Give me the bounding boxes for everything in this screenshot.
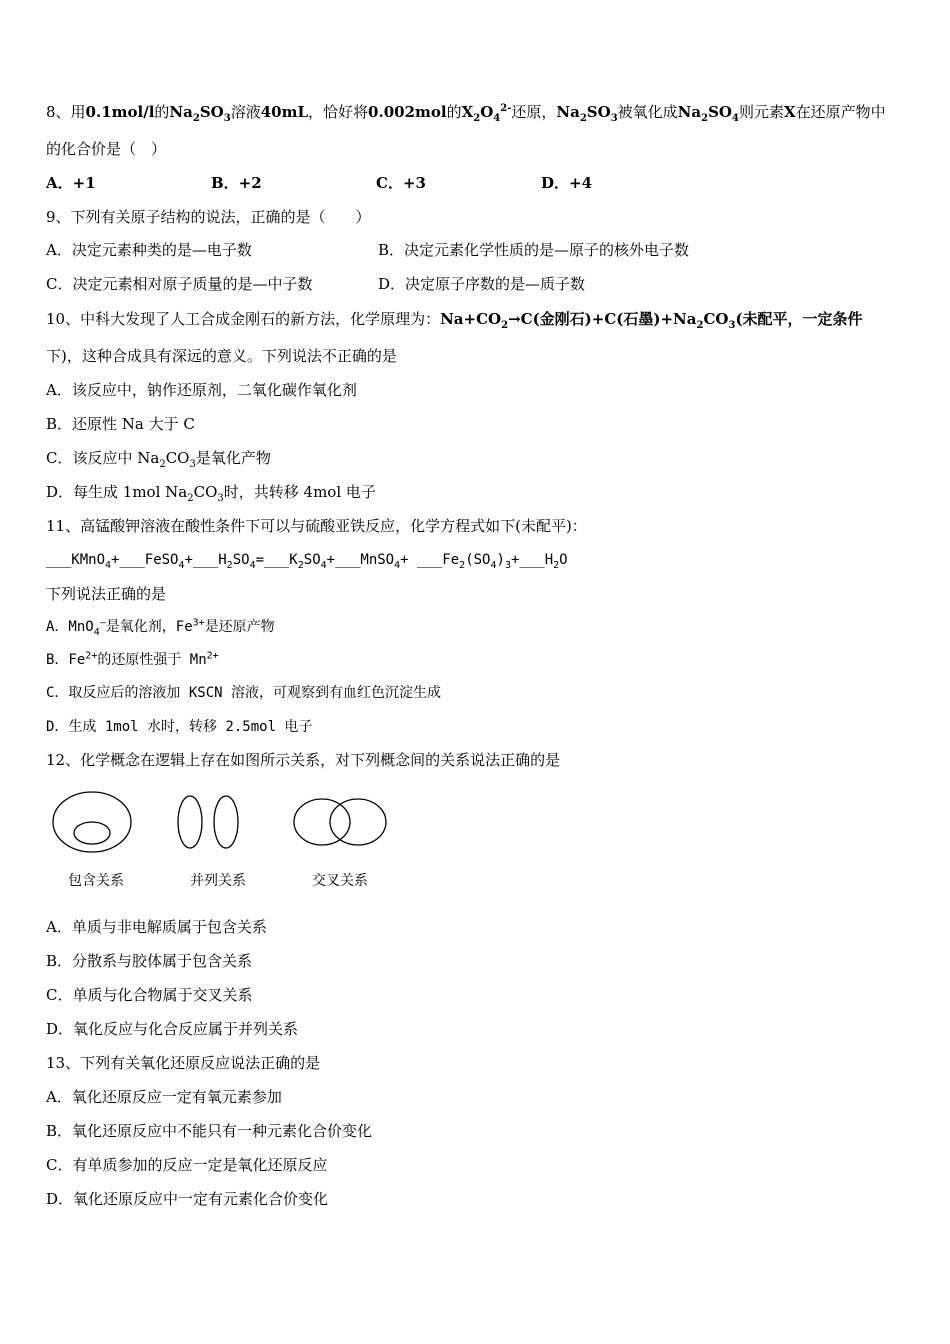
q11-option-c: C．取反应后的溶液加 KSCN 溶液，可观察到有血红色沉淀生成 <box>46 685 441 701</box>
subscript: 3 <box>217 493 224 504</box>
q8-concentration: 0.1mol/l <box>85 103 155 121</box>
subscript: 2 <box>159 459 166 470</box>
relationship-diagram <box>46 786 406 896</box>
superscript: 2+ <box>206 650 219 662</box>
subscript: 2 <box>473 113 481 124</box>
formula-part: Na <box>556 103 580 121</box>
subscript: 4 <box>320 559 327 571</box>
q10-option-d <box>46 482 376 502</box>
subscript: 3 <box>504 559 511 571</box>
right-ellipse <box>214 796 238 848</box>
q8-text: 还原， <box>511 103 557 121</box>
q9-option-c: C．决定元素相对原子质量的是—中子数 <box>46 275 313 293</box>
q13-option-c: C．有单质参加的反应一定是氧化还原反应 <box>46 1156 328 1174</box>
subscript: 4 <box>93 626 100 638</box>
q8-option-a: A．+1 <box>46 174 96 192</box>
q9-option-a: A．决定元素种类的是—电子数 <box>46 241 252 259</box>
q10-option-c <box>46 448 271 468</box>
subscript: 4 <box>490 559 497 571</box>
eq-part: + ___Fe <box>400 552 460 568</box>
q8-text: 溶液 <box>230 103 261 121</box>
eq-part: +___FeSO <box>111 552 179 568</box>
eq-part: +___MnSO <box>326 552 395 568</box>
subscript: 3 <box>728 320 736 331</box>
subscript: 2 <box>701 113 709 124</box>
subscript: 4 <box>493 113 501 124</box>
q12-stem: 12、化学概念在逻辑上存在如图所示关系，对下列概念间的关系说法正确的是 <box>46 751 561 769</box>
q9-options-row2 <box>46 274 585 294</box>
q8-option-b: B．+2 <box>211 174 262 192</box>
q10-option-b: B．还原性 Na 大于 C <box>46 415 195 433</box>
q9-stem: 9、下列有关原子结构的说法，正确的是（ ） <box>46 208 371 226</box>
q10-text: 10、中科大发现了人工合成金刚石的新方法，化学原理为： <box>46 310 441 328</box>
eq-part: O <box>559 552 568 568</box>
q11-stem: 11、高锰酸钾溶液在酸性条件下可以与硫酸亚铁反应，化学方程式如下(未配平)： <box>46 517 587 535</box>
q8-text: 则元素 <box>738 103 784 121</box>
superscript: 3+ <box>192 617 205 629</box>
formula-part: SO <box>199 103 224 121</box>
formula-part: Na <box>169 103 193 121</box>
q10-text: 时，共转移 4mol 电子 <box>223 483 376 501</box>
formula-part: CO <box>703 310 729 328</box>
q8-text: ，恰好将 <box>308 103 369 121</box>
subscript: 3 <box>223 113 231 124</box>
subscript: 4 <box>731 113 739 124</box>
q11-option-d: D．生成 1mol 水时，转移 2.5mol 电子 <box>46 719 313 735</box>
formula-part: X <box>461 103 474 121</box>
q8-options <box>46 173 592 193</box>
subscript: 2 <box>696 320 704 331</box>
q11-text: 是氧化剂，Fe <box>105 619 193 635</box>
q8-text: 在还原产物中 <box>795 103 886 121</box>
subscript: 2 <box>501 320 509 331</box>
q11-text: 的还原性强于 Mn <box>97 652 207 668</box>
inclusion-label: 包含关系 <box>68 873 124 889</box>
q12-option-b: B．分散系与胶体属于包含关系 <box>46 952 253 970</box>
subscript: 2 <box>226 559 233 571</box>
q8-option-c: C．+3 <box>376 174 426 192</box>
q8-amount: 0.002mol <box>368 103 447 121</box>
formula-part: (未配平，一定条件 <box>735 310 863 328</box>
q10-text: 是氧化产物 <box>195 449 271 467</box>
q13-stem: 13、下列有关氧化还原反应说法正确的是 <box>46 1054 321 1072</box>
eq-part: SO <box>232 552 250 568</box>
q12-option-d: D．氧化反应与化合反应属于并列关系 <box>46 1020 299 1038</box>
superscript: 2- <box>500 103 512 114</box>
formula-part: CO <box>193 483 218 501</box>
subscript: 2 <box>459 559 466 571</box>
superscript: 2+ <box>85 650 98 662</box>
q10-stem-line2: 下)，这种合成具有深远的意义。下列说法不正确的是 <box>46 347 397 365</box>
subscript: 4 <box>178 559 185 571</box>
eq-part: +___H <box>510 552 554 568</box>
formula-part: CO <box>165 449 190 467</box>
q11-text: A．MnO <box>46 619 94 635</box>
eq-part: SO <box>303 552 321 568</box>
formula-part: Na+CO <box>440 310 502 328</box>
q8-text: 8、用 <box>46 103 86 121</box>
subscript: 2 <box>553 559 560 571</box>
subscript: 2 <box>579 113 587 124</box>
q8-option-d: D．+4 <box>541 174 593 192</box>
subscript: 3 <box>610 113 618 124</box>
parallel-label: 并列关系 <box>190 873 246 889</box>
left-circle <box>294 799 350 845</box>
q11-equation <box>46 550 568 570</box>
q11-option-b <box>46 650 219 670</box>
subscript: 2 <box>297 559 304 571</box>
q8-volume: 40mL <box>260 103 309 121</box>
subscript: 3 <box>189 459 196 470</box>
eq-part: ) <box>496 552 505 568</box>
subscript: 2 <box>192 113 200 124</box>
q10-option-a: A．该反应中，钠作还原剂，二氧化碳作氧化剂 <box>46 381 357 399</box>
subscript: 4 <box>394 559 401 571</box>
q11-text: B．Fe <box>46 652 86 668</box>
q13-option-a: A．氧化还原反应一定有氧元素参加 <box>46 1088 282 1106</box>
formula-part: SO <box>708 103 732 121</box>
eq-part: ___KMnO <box>46 552 106 568</box>
formula-part: SO <box>586 103 611 121</box>
q10-text: D．每生成 1mol Na <box>46 483 188 501</box>
q12-option-a: A．单质与非电解质属于包含关系 <box>46 918 267 936</box>
q11-prompt: 下列说法正确的是 <box>46 585 167 603</box>
q9-options-row1 <box>46 240 689 260</box>
eq-part: =___K <box>255 552 298 568</box>
formula-part: →C(金刚石)+C(石墨)+Na <box>508 310 697 328</box>
formula-part: O <box>480 103 494 121</box>
q11-text: 是还原产物 <box>204 619 275 635</box>
q10-text: C．该反应中 Na <box>46 449 160 467</box>
q9-option-d: D．决定原子序数的是—质子数 <box>378 275 586 293</box>
q13-option-b: B．氧化还原反应中不能只有一种元素化合价变化 <box>46 1122 373 1140</box>
q8-text: 的 <box>154 103 170 121</box>
subscript: 4 <box>105 559 112 571</box>
inclusion-diagram <box>53 792 131 889</box>
subscript: 2 <box>187 493 194 504</box>
intersection-diagram <box>294 799 386 889</box>
left-ellipse <box>178 796 202 848</box>
q10-stem-line1 <box>46 309 863 329</box>
q8-text: 被氧化成 <box>617 103 678 121</box>
q9-option-b: B．决定元素化学性质的是—原子的核外电子数 <box>378 241 690 259</box>
eq-part: +___H <box>184 552 227 568</box>
subscript: 4 <box>249 559 256 571</box>
formula-part: Na <box>677 103 702 121</box>
q13-option-d: D．氧化还原反应中一定有元素化合价变化 <box>46 1190 329 1208</box>
parallel-diagram <box>178 796 246 889</box>
eq-part: (SO <box>465 552 491 568</box>
q12-option-c: C．单质与化合物属于交叉关系 <box>46 986 253 1004</box>
q8-stem-line1 <box>46 102 886 122</box>
q11-option-a <box>46 617 275 637</box>
inner-circle <box>74 822 110 844</box>
right-circle <box>330 799 386 845</box>
q8-stem-line2: 的化合价是（ ） <box>46 140 167 158</box>
intersection-label: 交叉关系 <box>312 873 368 889</box>
q8-text: 的 <box>446 103 462 121</box>
superscript: — <box>99 617 106 629</box>
q8-element: X <box>783 103 796 121</box>
